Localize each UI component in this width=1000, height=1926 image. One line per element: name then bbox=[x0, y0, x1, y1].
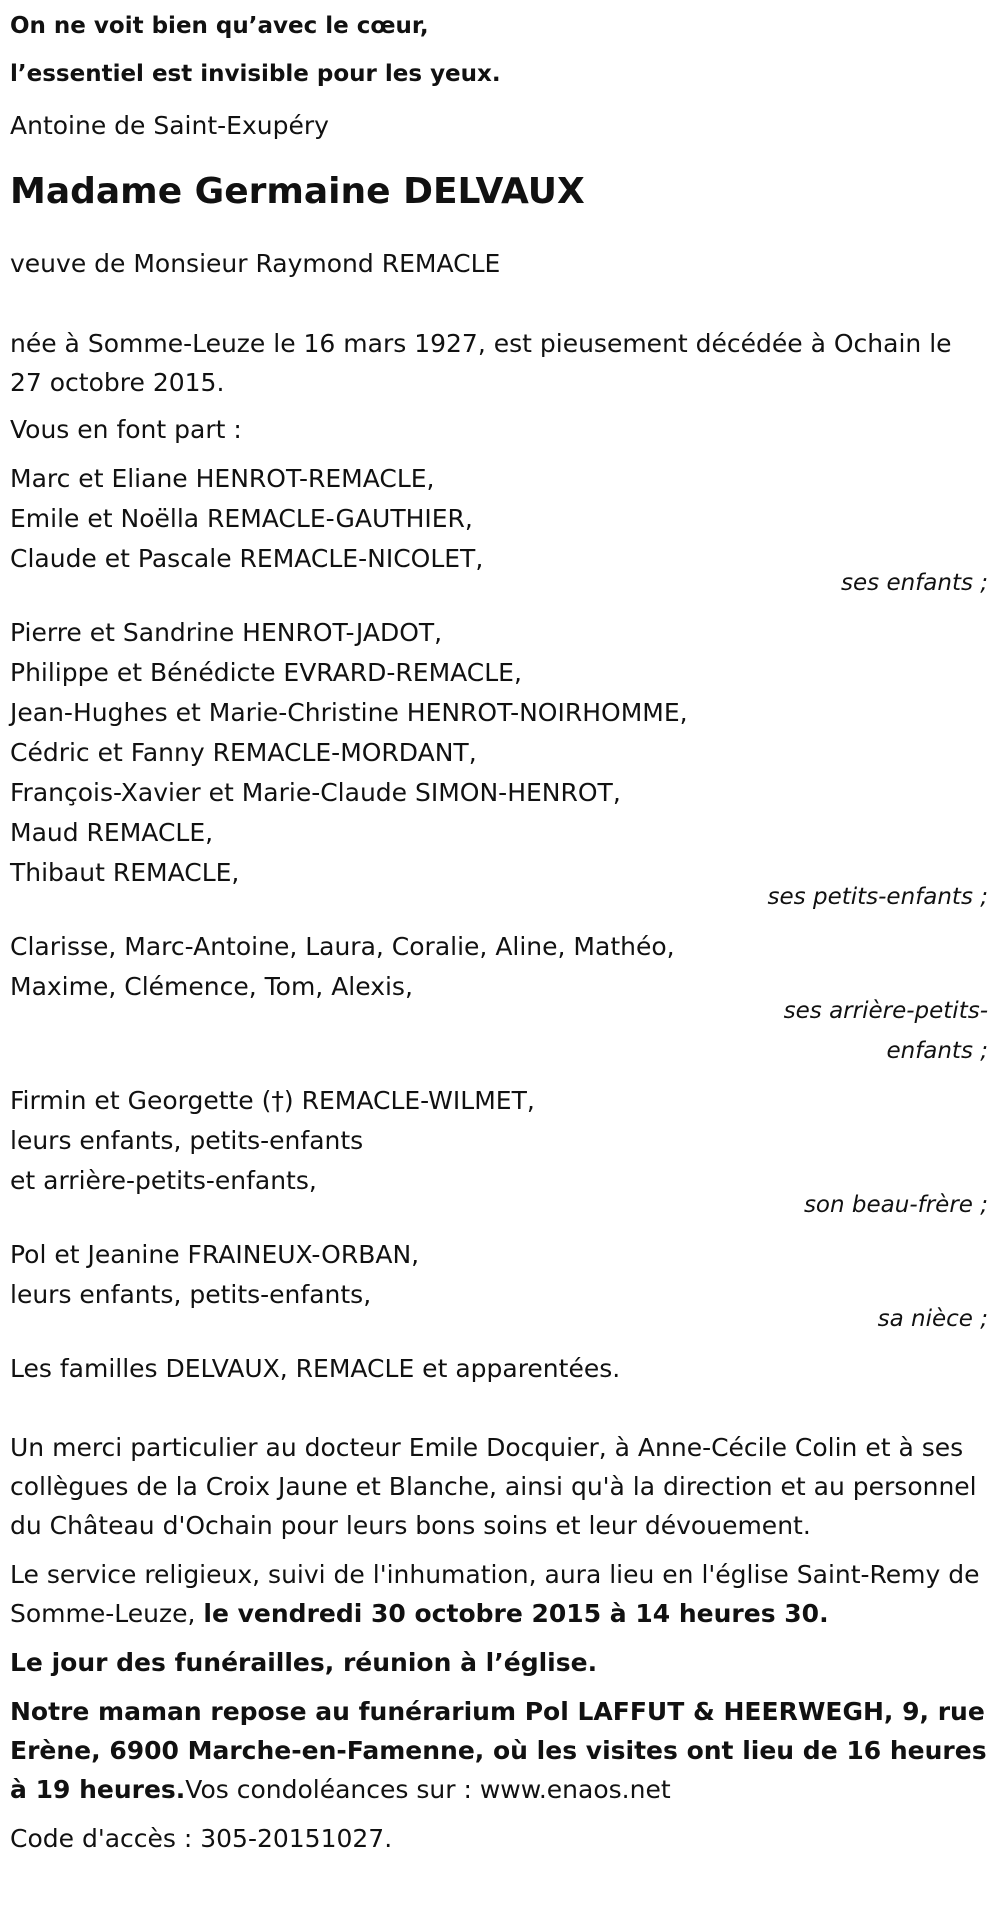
widow-of: veuve de Monsieur Raymond REMACLE bbox=[10, 249, 501, 278]
family-member-line: et arrière-petits-enfants, bbox=[10, 1166, 317, 1195]
family-group-niece bbox=[10, 1235, 990, 1339]
family-member-line: Firmin et Georgette (†) REMACLE-WILMET, bbox=[10, 1086, 535, 1115]
relation-label: ses enfants ; bbox=[841, 570, 988, 596]
deceased-name: Madame Germaine DELVAUX bbox=[10, 171, 585, 212]
relation-label: sa nièce ; bbox=[877, 1306, 988, 1332]
family-member-line: Claude et Pascale REMACLE-NICOLET, bbox=[10, 544, 484, 573]
funeral-home-info: Notre maman repose au funérarium Pol LAFFUT & HEERWEGH, 9, rue Erène, 6900 Marche-en-Famenne, où les visites ont lieu de 16 heures à 19 heures. bbox=[10, 1697, 987, 1804]
family-member-line: Marc et Eliane HENROT-REMACLE, bbox=[10, 464, 435, 493]
rest-text bbox=[10, 1692, 990, 1809]
birth-death-text: née à Somme-Leuze le 16 mars 1927, est pieusement décédée à Ochain le 27 octobre 2015. bbox=[10, 329, 952, 397]
family-member-line: Cédric et Fanny REMACLE-MORDANT, bbox=[10, 738, 477, 767]
obituary-content bbox=[10, 0, 990, 1858]
thanks-text: Un merci particulier au docteur Emile Docquier, à Anne-Cécile Colin et à ses collègues de la Croix Jaune et Blanche, ainsi qu'à la direction et au personnel du Château d'Ochain pour leurs bons soins et leur dévouement. bbox=[10, 1433, 977, 1540]
family-member-line: Pol et Jeanine FRAINEUX-ORBAN, bbox=[10, 1240, 420, 1269]
quote-author: Antoine de Saint-Exupéry bbox=[10, 111, 329, 140]
relation-label: ses petits-enfants ; bbox=[767, 884, 988, 910]
family-group-brother-in-law bbox=[10, 1081, 990, 1225]
relation-label: son beau-frère ; bbox=[803, 1192, 988, 1218]
family-group-grandchildren bbox=[10, 613, 990, 917]
quote-line-1: On ne voit bien qu’avec le cœur, bbox=[10, 13, 429, 39]
family-group-children bbox=[10, 459, 990, 603]
family-member-line: Emile et Noëlla REMACLE-GAUTHIER, bbox=[10, 504, 473, 533]
quote-line-2: l’essentiel est invisible pour les yeux. bbox=[10, 61, 501, 87]
family-member-line: Pierre et Sandrine HENROT-JADOT, bbox=[10, 618, 443, 647]
family-member-line: François-Xavier et Marie-Claude SIMON-HENROT, bbox=[10, 778, 621, 807]
service-date: le vendredi 30 octobre 2015 à 14 heures 30. bbox=[203, 1599, 829, 1628]
condolences-text: Vos condoléances sur : www.enaos.net bbox=[185, 1775, 671, 1804]
service-text bbox=[10, 1555, 990, 1633]
service-details: Le service religieux, suivi de l'inhumation, aura lieu en l'église Saint-Remy de Somme-Leuze, bbox=[10, 1560, 980, 1628]
family-group-great-grandchildren bbox=[10, 927, 990, 1071]
family-member-line: Thibaut REMACLE, bbox=[10, 858, 240, 887]
families-text: Les familles DELVAUX, REMACLE et apparentées. bbox=[10, 1354, 621, 1383]
announce-text: Vous en font part : bbox=[10, 415, 242, 444]
access-code: Code d'accès : 305-20151027. bbox=[10, 1824, 393, 1853]
family-member-line: leurs enfants, petits-enfants bbox=[10, 1126, 364, 1155]
family-member-line: Philippe et Bénédicte EVRARD-REMACLE, bbox=[10, 658, 522, 687]
family-member-line: Clarisse, Marc-Antoine, Laura, Coralie, Aline, Mathéo, bbox=[10, 932, 675, 961]
family-member-line: leurs enfants, petits-enfants, bbox=[10, 1280, 372, 1309]
meeting-text: Le jour des funérailles, réunion à l’église. bbox=[10, 1648, 598, 1677]
family-member-line: Maxime, Clémence, Tom, Alexis, bbox=[10, 972, 413, 1001]
family-member-line: Maud REMACLE, bbox=[10, 818, 214, 847]
relation-label: ses arrière-petits-enfants ; bbox=[783, 998, 988, 1064]
family-member-line: Jean-Hughes et Marie-Christine HENROT-NOIRHOMME, bbox=[10, 698, 688, 727]
